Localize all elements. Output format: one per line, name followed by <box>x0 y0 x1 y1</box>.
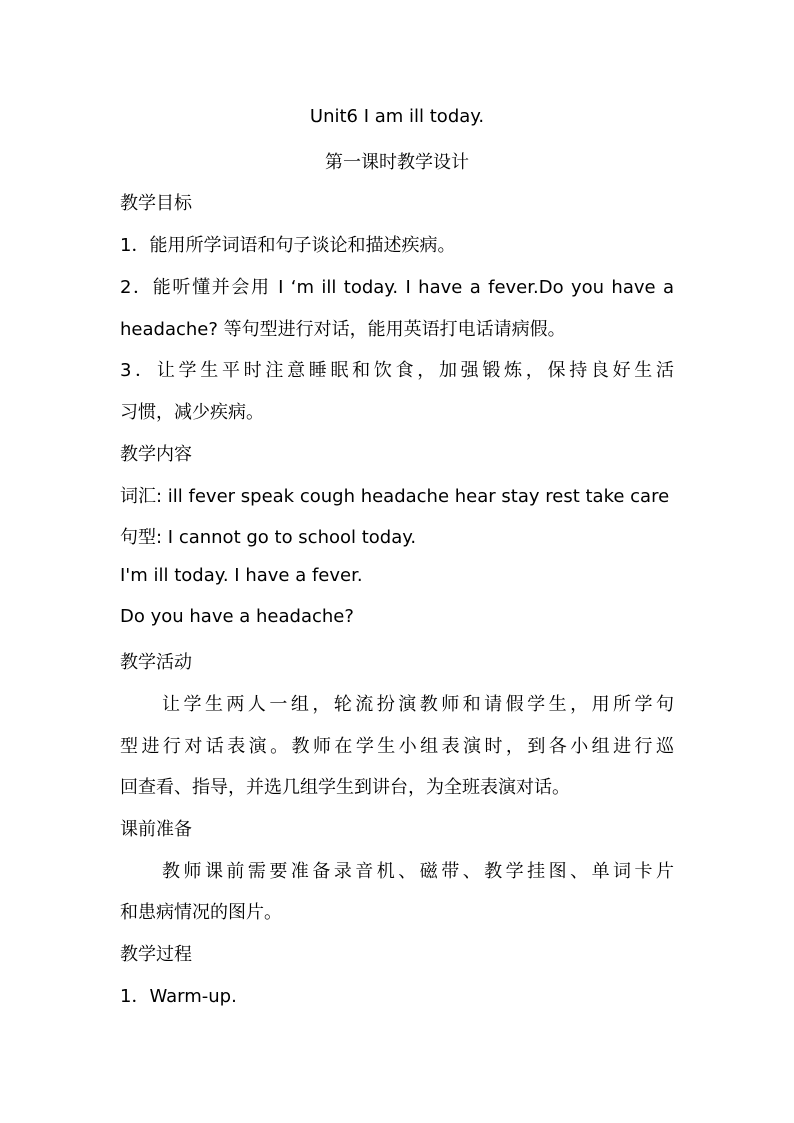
objective-item-1: 1．能用所学词语和句子谈论和描述疾病。 <box>120 235 456 256</box>
activity-paragraph-line-2: 型进行对话表演。教师在学生小组表演时，到各小组进行巡 <box>120 736 674 757</box>
sentence-pattern-line-1: 句型: I cannot go to school today. <box>120 527 417 548</box>
section-heading-activities: 教学活动 <box>120 652 192 673</box>
vocabulary-line: 词汇: ill fever speak cough headache hear stay rest take care <box>120 486 670 507</box>
preparation-paragraph-line-2: 和患病情况的图片。 <box>120 902 282 923</box>
sentence-pattern-line-2: I'm ill today. I have a fever. <box>120 565 363 586</box>
section-heading-preparation: 课前准备 <box>120 819 192 840</box>
objective-item-3-line-1: 3．让学生平时注意睡眠和饮食，加强锻炼，保持良好生活 <box>120 360 674 381</box>
objective-item-2-line-1: 2．能听懂并会用 I ‘m ill today. I have a fever.Do you have a <box>120 277 674 298</box>
preparation-paragraph-line-1: 教师课前需要准备录音机、磁带、教学挂图、单词卡片 <box>162 861 674 882</box>
section-heading-objectives: 教学目标 <box>120 193 192 214</box>
section-heading-content: 教学内容 <box>120 444 192 465</box>
section-heading-process: 教学过程 <box>120 944 192 965</box>
activity-paragraph-line-1: 让学生两人一组，轮流扮演教师和请假学生，用所学句 <box>162 694 674 715</box>
activity-paragraph-line-3: 回查看、指导，并选几组学生到讲台，为全班表演对话。 <box>120 777 570 798</box>
document-subtitle: 第一课时教学设计 <box>325 152 469 173</box>
sentence-pattern-line-3: Do you have a headache? <box>120 606 354 627</box>
process-step-1: 1．Warm-up. <box>120 986 237 1007</box>
objective-item-3-line-2: 习惯，减少疾病。 <box>120 402 264 423</box>
document-title: Unit6 I am ill today. <box>309 106 485 127</box>
objective-item-2-line-2: headache? 等句型进行对话，能用英语打电话请病假。 <box>120 319 566 340</box>
